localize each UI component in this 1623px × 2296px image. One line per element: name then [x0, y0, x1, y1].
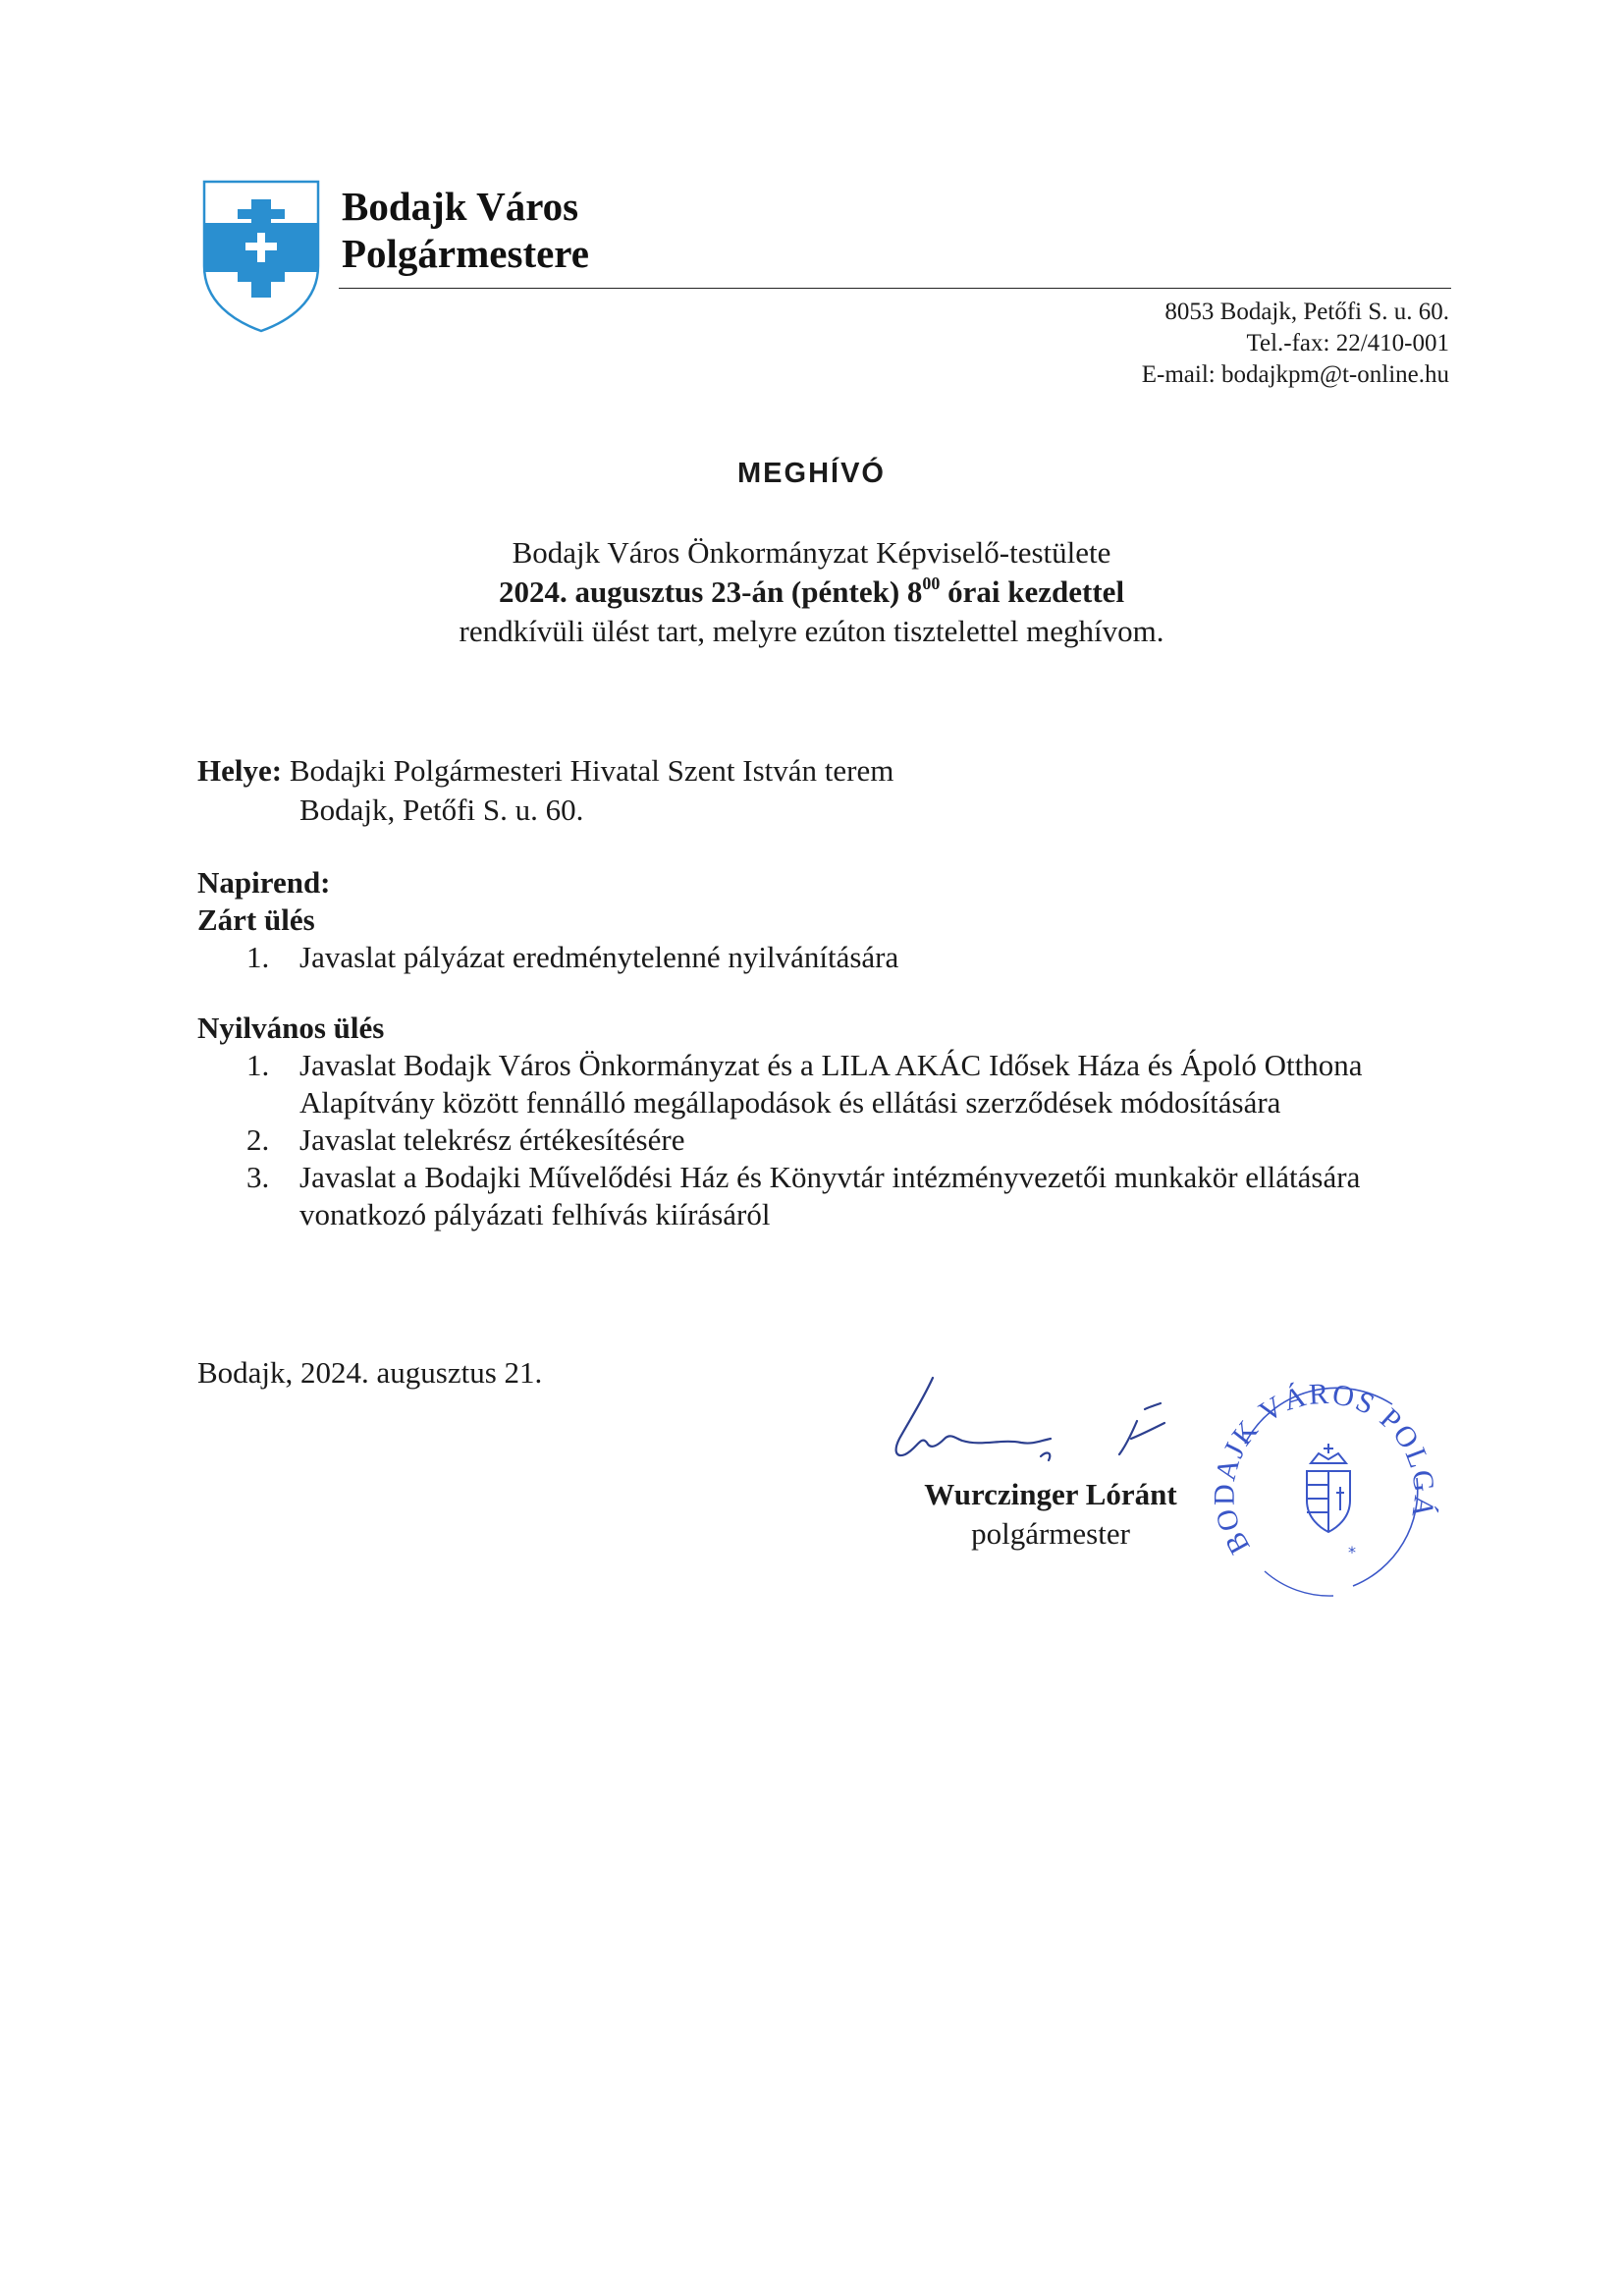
organization-name [342, 183, 589, 277]
agenda-heading: Napirend: [197, 865, 331, 900]
date-line: Bodajk, 2024. augusztus 21. [197, 1355, 543, 1390]
contact-block [1142, 297, 1449, 391]
town-crest-logo [202, 180, 320, 333]
invitation-intro [0, 533, 1623, 651]
signer-role: polgármester [971, 1516, 1130, 1551]
signer-name: Wurczinger Lóránt [924, 1477, 1177, 1511]
meeting-datetime [0, 573, 1623, 612]
closed-session-list [197, 939, 1464, 976]
agenda [197, 864, 1464, 1233]
public-session-list [197, 1047, 1464, 1233]
email: E-mail: bodajkpm@t-online.hu [1141, 361, 1449, 388]
meeting-place [197, 751, 893, 830]
meeting-minutes: 00 [922, 574, 941, 593]
official-stamp [1206, 1365, 1451, 1611]
svg-text:*: * [1348, 1543, 1356, 1561]
signer-block [864, 1475, 1237, 1554]
list-item [197, 939, 1464, 976]
address: 8053 Bodajk, Petőfi S. u. 60. [1164, 299, 1449, 325]
handwritten-signature [874, 1370, 1227, 1478]
list-item-number: 1. [246, 1048, 270, 1082]
organization-name-line2: Polgármestere [342, 231, 589, 276]
place-label: Helye: [197, 753, 283, 788]
list-item [197, 1047, 1464, 1121]
list-item-text: Javaslat pályázat eredménytelenné nyilvánítására [299, 940, 899, 974]
list-item [197, 1121, 1464, 1159]
stamp-text: BODAJK VÁROS POLGÁ [1208, 1377, 1441, 1559]
list-item-text: Javaslat Bodajk Város Önkormányzat és a LILA AKÁC Idősek Háza és Ápoló Otthona Alapítvány között fennálló megállapodások és ellátási szerződések módosítására [299, 1048, 1363, 1120]
closed-session-heading: Zárt ülés [197, 902, 315, 937]
list-item-number: 3. [246, 1160, 270, 1194]
intro-line3: rendkívüli ülést tart, melyre ezúton tisztelettel meghívom. [459, 614, 1164, 648]
list-item [197, 1159, 1464, 1233]
public-session-heading: Nyilvános ülés [197, 1011, 385, 1045]
phone: Tel.-fax: 22/410-001 [1246, 330, 1449, 356]
list-item-text: Javaslat telekrész értékesítésére [299, 1122, 685, 1157]
list-item-text: Javaslat a Bodajki Művelődési Ház és Könyvtár intézményvezetői munkakör ellátására vonatkozó pályázati felhívás kiírásáról [299, 1160, 1361, 1231]
intro-line1: Bodajk Város Önkormányzat Képviselő-testülete [512, 535, 1111, 570]
header-divider [339, 288, 1451, 289]
place-line1: Bodajki Polgármesteri Hivatal Szent István terem [282, 753, 894, 788]
organization-name-line1: Bodajk Város [342, 184, 579, 229]
meeting-time-suffix: órai kezdettel [940, 574, 1125, 609]
place-line2: Bodajk, Petőfi S. u. 60. [299, 793, 584, 827]
document-title: MEGHÍVÓ [737, 458, 886, 489]
list-item-number: 1. [246, 940, 270, 974]
svg-text:BODAJK VÁROS POLGÁRMESTERE [1206, 1365, 1440, 1559]
list-item-number: 2. [246, 1122, 270, 1157]
meeting-date: 2024. augusztus 23-án (péntek) 8 [498, 574, 923, 609]
